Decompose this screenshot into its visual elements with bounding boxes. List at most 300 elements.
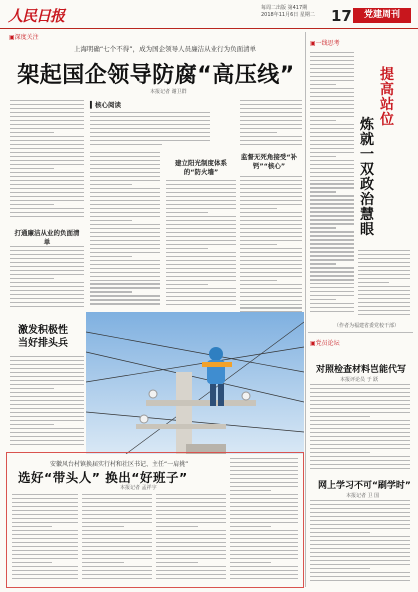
body-text-line (156, 574, 226, 575)
body-text-line (166, 296, 236, 297)
body-text-line (90, 280, 160, 281)
body-text-line (90, 252, 160, 253)
body-text-line (358, 294, 410, 295)
body-text-line (10, 278, 54, 279)
body-text-line (10, 274, 84, 275)
body-text-line (310, 504, 410, 505)
body-text-line (166, 228, 236, 229)
body-text-line (12, 570, 78, 571)
body-text-line (166, 248, 208, 249)
body-text-line (82, 494, 152, 495)
body-text-line (90, 188, 160, 189)
body-text-line (310, 96, 354, 97)
core-reading-body (90, 112, 210, 148)
body-text-line (10, 140, 84, 141)
body-text-line (12, 574, 78, 575)
body-text-line (90, 116, 210, 117)
body-text-line (310, 424, 410, 425)
body-text-line (310, 540, 410, 541)
masthead-logo: 人民日报 (8, 7, 65, 25)
body-text-line (10, 216, 84, 217)
body-text-line (166, 276, 236, 277)
body-text-line (240, 128, 302, 129)
body-text-line (10, 164, 84, 165)
body-text-line (90, 112, 210, 113)
body-text-line (310, 183, 354, 184)
body-text-line (358, 250, 410, 251)
right-box-body1 (310, 384, 410, 474)
body-text-line (310, 84, 336, 85)
body-text-line (310, 211, 354, 212)
body-text-line (10, 356, 84, 357)
core-reading-label: ▍核心阅读 (90, 101, 121, 109)
body-text-line (10, 420, 84, 421)
body-text-line (310, 76, 354, 77)
body-text-line (310, 416, 370, 417)
body-text-line (310, 464, 410, 465)
body-text-line (310, 548, 410, 549)
body-text-line (10, 424, 54, 425)
body-text-line (90, 176, 160, 177)
body-text-line (310, 72, 354, 73)
body-text-line (10, 360, 84, 361)
body-text-line (90, 180, 160, 181)
body-text-line (166, 212, 208, 213)
body-text-line (240, 224, 302, 225)
body-text-line (166, 224, 236, 225)
body-text-line (10, 294, 84, 295)
body-text-line (230, 466, 298, 467)
body-text-line (240, 256, 302, 257)
body-text-line (10, 376, 84, 377)
body-text-line (310, 56, 354, 57)
body-text-line (10, 108, 84, 109)
body-text-line (310, 287, 354, 288)
right-box-byline1: 本报评论员 于 跃 (340, 377, 379, 383)
body-text-line (166, 236, 236, 237)
body-text-line (240, 244, 277, 245)
body-text-line (166, 216, 236, 217)
section-tag: 党建周刊 (353, 8, 411, 23)
side-body-2 (358, 250, 410, 320)
body-text-line (90, 184, 132, 185)
body-text-line (10, 246, 84, 247)
body-text-line (240, 260, 302, 261)
body-text-line (10, 384, 84, 385)
body-text-line (82, 558, 152, 559)
body-text-line (310, 560, 410, 561)
body-text-line (240, 136, 302, 137)
body-text-line (12, 526, 52, 527)
body-text-line (82, 574, 152, 575)
body-text-line (166, 300, 236, 301)
body-text-line (12, 578, 78, 579)
bottom-byline: 本报记者 孟祥宇 (120, 485, 157, 491)
body-text-line (90, 303, 160, 304)
subhead-c: 监督无死角接受“补钙”“核心” (240, 153, 298, 170)
body-text-line (310, 512, 410, 513)
side-footnote: （作者为福建省委党校干部） (334, 323, 400, 329)
body-text-line (230, 490, 271, 491)
body-text-line (358, 290, 410, 291)
body-text-line (310, 544, 410, 545)
body-text-line (10, 432, 84, 433)
body-text-line (240, 196, 302, 197)
body-text-line (90, 152, 160, 153)
body-text-line (10, 152, 84, 153)
body-text-line (310, 231, 354, 232)
main-kicker: 上海明确“七个不得”，成为国企领导人员廉洁从业行为负面清单 (73, 45, 257, 53)
body-text-line (10, 392, 84, 393)
body-text-line (240, 284, 302, 285)
body-text-line (240, 124, 302, 125)
body-text-line (310, 172, 354, 173)
body-text-line (90, 236, 160, 237)
body-text-line (310, 52, 354, 53)
body-text-line (10, 416, 84, 417)
body-text-line (12, 562, 52, 563)
body-text-line (166, 252, 236, 253)
core-reading-text: 核心阅读 (95, 101, 121, 109)
article-col-4a (240, 100, 302, 150)
body-text-line (156, 578, 226, 579)
body-text-line (90, 268, 160, 269)
body-text-line (10, 128, 84, 129)
body-text-line (90, 128, 210, 129)
body-text-line (310, 524, 410, 525)
body-text-line (310, 396, 410, 397)
body-text-line (90, 156, 160, 157)
body-text-line (10, 436, 84, 437)
body-text-line (310, 392, 410, 393)
body-text-line (310, 291, 354, 292)
left-callout-line2: 当好排头兵 (18, 338, 68, 349)
body-text-line (90, 287, 160, 288)
body-text-line (310, 235, 354, 236)
body-text-line (10, 124, 84, 125)
body-text-line (12, 530, 78, 531)
body-text-line (240, 112, 302, 113)
body-text-line (310, 568, 370, 569)
body-text-line (10, 372, 84, 373)
main-column-label-text: 深度关注 (14, 34, 39, 41)
body-text-line (90, 192, 160, 193)
body-text-line (230, 458, 298, 459)
body-text-line (310, 516, 410, 517)
body-text-line (240, 288, 302, 289)
body-text-line (240, 188, 302, 189)
body-text-line (12, 542, 78, 543)
body-text-line (90, 248, 160, 249)
body-text-line (240, 248, 302, 249)
body-text-line (90, 204, 160, 205)
body-text-line (12, 502, 78, 503)
right-box-body2 (310, 500, 410, 586)
body-text-line (166, 288, 236, 289)
body-text-line (82, 514, 152, 515)
body-text-line (10, 168, 54, 169)
body-text-line (10, 184, 84, 185)
body-text-line (310, 460, 410, 461)
body-text-line (230, 558, 298, 559)
body-text-line (240, 216, 302, 217)
body-text-line (310, 311, 354, 312)
body-text-line (90, 200, 160, 201)
body-text-line (90, 232, 160, 233)
body-text-line (310, 436, 410, 437)
main-headline: 架起国企领导防腐“高压线” (17, 63, 295, 88)
right-box-title1: 对照检查材料岂能代写 (316, 365, 407, 375)
body-text-line (310, 275, 354, 276)
body-text-line (90, 136, 210, 137)
body-text-line (310, 152, 354, 153)
body-text-line (310, 247, 354, 248)
body-text-line (310, 160, 354, 161)
body-text-line (310, 456, 410, 457)
body-text-line (82, 546, 152, 547)
body-text-line (166, 292, 236, 293)
body-text-line (310, 176, 354, 177)
body-text-line (166, 204, 236, 205)
body-text-line (10, 132, 54, 133)
body-text-line (310, 136, 354, 137)
body-text-line (156, 562, 198, 563)
body-text-line (310, 572, 410, 573)
body-text-line (310, 384, 410, 385)
body-text-line (310, 279, 354, 280)
body-text-line (10, 302, 84, 303)
body-text-line (230, 550, 298, 551)
body-text-line (310, 412, 410, 413)
body-text-line (310, 552, 410, 553)
body-text-line (10, 144, 84, 145)
side-title-black-char: 双 (360, 162, 374, 178)
body-text-line (10, 100, 84, 101)
body-text-line (240, 252, 302, 253)
body-text-line (90, 240, 160, 241)
body-text-line (358, 286, 410, 287)
body-text-line (10, 428, 84, 429)
body-text-line (310, 219, 354, 220)
body-text-line (10, 368, 84, 369)
body-text-line (166, 200, 236, 201)
body-text-line (310, 144, 354, 145)
body-text-line (230, 518, 298, 519)
body-text-line (82, 538, 152, 539)
side-title-red (380, 68, 392, 128)
body-text-line (166, 184, 236, 185)
body-text-line (10, 380, 84, 381)
body-text-line (10, 444, 84, 445)
side-title-red-char: 位 (380, 112, 394, 128)
body-text-line (230, 462, 298, 463)
body-text-line (82, 550, 152, 551)
body-text-line (156, 502, 226, 503)
body-text-line (90, 120, 210, 121)
body-text-line (12, 514, 78, 515)
side-title-red-char: 提 (380, 67, 394, 83)
side-body-1 (310, 52, 354, 317)
right-box-label-text: 党员论坛 (315, 340, 340, 347)
bottom-col-2 (82, 494, 152, 582)
body-text-line (166, 268, 236, 269)
body-text-line (12, 538, 78, 539)
body-text-line (90, 160, 160, 161)
body-text-line (310, 180, 354, 181)
body-text-line (10, 254, 84, 255)
body-text-line (310, 295, 354, 296)
body-text-line (310, 112, 354, 113)
body-text-line (90, 168, 160, 169)
body-text-line (358, 314, 410, 315)
body-text-line (10, 388, 54, 389)
body-text-line (12, 550, 78, 551)
body-text-line (310, 520, 410, 521)
body-text-line (240, 280, 277, 281)
body-text-line (90, 264, 160, 265)
body-text-line (82, 566, 152, 567)
body-text-line (230, 574, 298, 575)
body-text-line (310, 255, 354, 256)
side-column-label-text: 一线思考 (315, 40, 340, 47)
body-text-line (358, 270, 410, 271)
body-text-line (310, 440, 410, 441)
body-text-line (240, 180, 302, 181)
body-text-line (10, 404, 84, 405)
body-text-line (156, 514, 226, 515)
side-title-black-char: 眼 (360, 222, 374, 238)
body-text-line (240, 232, 302, 233)
main-byline: 本报记者 谢卫群 (150, 89, 187, 95)
body-text-line (240, 304, 302, 305)
body-text-line (310, 120, 336, 121)
masthead-date-line1: 每周二出版 第417期 (261, 5, 308, 11)
body-text-line (240, 120, 302, 121)
body-text-line (240, 268, 302, 269)
body-text-line (310, 259, 354, 260)
body-text-line (10, 266, 84, 267)
body-text-line (358, 306, 410, 307)
body-text-line (10, 258, 84, 259)
bottom-headline: 选好“带头人” 换出“好班子” (18, 470, 188, 485)
body-text-line (310, 267, 354, 268)
body-text-line (10, 180, 84, 181)
body-text-line (82, 578, 152, 579)
body-text-line (310, 263, 336, 264)
body-text-line (166, 244, 236, 245)
body-text-line (310, 388, 410, 389)
body-text-line (12, 546, 78, 547)
body-text-line (358, 302, 410, 303)
body-text-line (156, 558, 226, 559)
body-text-line (240, 240, 302, 241)
body-text-line (230, 522, 298, 523)
body-text-line (166, 180, 236, 181)
body-text-line (82, 522, 152, 523)
side-title-black-char: 政 (360, 177, 374, 193)
body-text-line (310, 100, 354, 101)
body-text-line (230, 470, 298, 471)
body-text-line (230, 482, 298, 483)
body-text-line (310, 128, 354, 129)
bottom-col-4 (230, 458, 298, 582)
body-text-line (240, 144, 302, 145)
side-column-label: ▣一线思考 (310, 40, 340, 47)
body-text-line (240, 220, 302, 221)
body-text-line (90, 256, 132, 257)
side-title-black-char: 炼 (360, 117, 374, 133)
body-text-line (310, 432, 410, 433)
body-text-line (90, 196, 160, 197)
body-text-line (156, 530, 226, 531)
body-text-line (240, 228, 302, 229)
body-text-line (82, 502, 152, 503)
side-title-black-char: 慧 (360, 207, 374, 223)
body-text-line (90, 260, 160, 261)
body-text-line (10, 136, 84, 137)
body-text-line (12, 566, 78, 567)
body-text-line (230, 570, 298, 571)
body-text-line (10, 156, 84, 157)
body-text-line (240, 272, 302, 273)
body-text-line (310, 156, 336, 157)
body-text-line (166, 220, 236, 221)
body-text-line (10, 112, 84, 113)
body-text-line (310, 420, 410, 421)
body-text-line (230, 546, 298, 547)
subhead-b: 建立阳光制度体系的“防火墙” (175, 159, 227, 176)
body-text-line (230, 502, 298, 503)
body-text-line (10, 408, 84, 409)
article-col-1c (10, 356, 84, 448)
body-text-line (310, 452, 370, 453)
body-text-line (166, 272, 236, 273)
body-text-line (230, 478, 298, 479)
body-text-line (90, 228, 160, 229)
body-text-line (166, 188, 236, 189)
article-col-2 (90, 152, 160, 310)
body-text-line (310, 564, 410, 565)
body-text-line (310, 88, 354, 89)
lineworker-photo-svg (86, 312, 304, 454)
body-text-line (230, 506, 298, 507)
body-text-line (156, 546, 226, 547)
body-text-line (82, 562, 124, 563)
right-box-title2: 网上学习不可“刷学时” (318, 481, 411, 491)
body-text-line (166, 196, 236, 197)
body-text-line (82, 570, 152, 571)
body-text-line (12, 506, 78, 507)
body-text-line (230, 534, 298, 535)
body-text-line (82, 510, 152, 511)
body-text-line (90, 164, 160, 165)
body-text-line (310, 271, 354, 272)
body-text-line (358, 258, 410, 259)
body-text-line (230, 486, 298, 487)
body-text-line (310, 92, 354, 93)
body-text-line (156, 566, 226, 567)
body-text-line (90, 212, 160, 213)
body-text-line (10, 270, 84, 271)
body-text-line (310, 148, 354, 149)
body-text-line (166, 264, 236, 265)
body-text-line (240, 100, 302, 101)
main-column-label: ▣深度关注 (9, 34, 39, 41)
body-text-line (240, 264, 302, 265)
article-col-3 (166, 180, 236, 310)
body-text-line (310, 108, 354, 109)
body-text-line (358, 310, 410, 311)
